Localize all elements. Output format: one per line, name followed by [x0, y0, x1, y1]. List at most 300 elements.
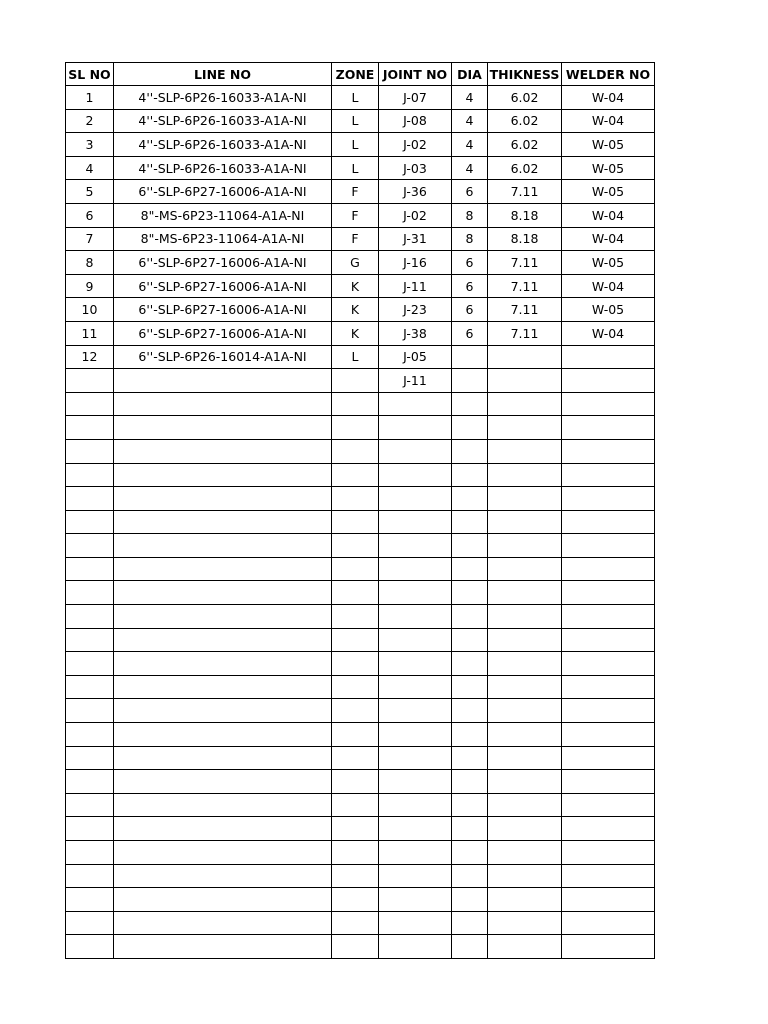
cell-thickness [488, 817, 562, 841]
table-row [66, 86, 655, 110]
cell-thickness: 7.11 [488, 251, 562, 275]
cell-welder-no: W-05 [562, 298, 655, 322]
cell-sl-no: 10 [66, 298, 114, 322]
cell-thickness [488, 581, 562, 605]
cell-joint-no: J-11 [379, 274, 452, 298]
cell-thickness [488, 439, 562, 463]
table-row [66, 133, 655, 157]
cell-welder-no [562, 581, 655, 605]
cell-dia [452, 864, 488, 888]
cell-zone [332, 487, 379, 511]
cell-joint-no: J-38 [379, 321, 452, 345]
cell-joint-no [379, 817, 452, 841]
table-row [66, 652, 655, 676]
cell-sl-no [66, 723, 114, 747]
cell-joint-no [379, 888, 452, 912]
cell-dia: 8 [452, 227, 488, 251]
cell-welder-no [562, 345, 655, 369]
cell-joint-no: J-07 [379, 86, 452, 110]
cell-zone [332, 935, 379, 959]
header-line-no: LINE NO [114, 63, 332, 86]
cell-zone: F [332, 203, 379, 227]
cell-joint-no [379, 746, 452, 770]
cell-sl-no [66, 392, 114, 416]
cell-zone [332, 369, 379, 393]
cell-thickness: 7.11 [488, 274, 562, 298]
cell-welder-no [562, 675, 655, 699]
cell-joint-no [379, 628, 452, 652]
cell-joint-no [379, 463, 452, 487]
cell-thickness [488, 888, 562, 912]
cell-thickness [488, 345, 562, 369]
cell-sl-no [66, 864, 114, 888]
cell-joint-no [379, 392, 452, 416]
cell-joint-no [379, 557, 452, 581]
cell-joint-no: J-36 [379, 180, 452, 204]
cell-welder-no [562, 463, 655, 487]
table-row [66, 723, 655, 747]
cell-sl-no [66, 770, 114, 794]
header-joint-no: JOINT NO [379, 63, 452, 86]
cell-sl-no [66, 369, 114, 393]
cell-thickness [488, 675, 562, 699]
cell-dia [452, 675, 488, 699]
cell-line-no [114, 770, 332, 794]
table-row [66, 463, 655, 487]
cell-zone: K [332, 321, 379, 345]
cell-zone: F [332, 227, 379, 251]
cell-welder-no [562, 888, 655, 912]
cell-dia [452, 628, 488, 652]
cell-sl-no [66, 841, 114, 865]
header-zone: ZONE [332, 63, 379, 86]
cell-thickness [488, 392, 562, 416]
cell-joint-no [379, 534, 452, 558]
cell-welder-no [562, 699, 655, 723]
cell-thickness [488, 605, 562, 629]
cell-sl-no [66, 888, 114, 912]
cell-zone: L [332, 133, 379, 157]
cell-sl-no: 12 [66, 345, 114, 369]
cell-zone: L [332, 156, 379, 180]
cell-line-no [114, 439, 332, 463]
cell-dia [452, 487, 488, 511]
cell-dia [452, 463, 488, 487]
cell-sl-no [66, 911, 114, 935]
cell-welder-no [562, 746, 655, 770]
table-row [66, 746, 655, 770]
cell-line-no [114, 557, 332, 581]
header-sl-no: SL NO [66, 63, 114, 86]
cell-thickness [488, 369, 562, 393]
cell-dia [452, 817, 488, 841]
cell-sl-no [66, 416, 114, 440]
cell-line-no: 6''-SLP-6P27-16006-A1A-NI [114, 298, 332, 322]
cell-joint-no: J-31 [379, 227, 452, 251]
cell-welder-no: W-04 [562, 227, 655, 251]
cell-welder-no: W-04 [562, 203, 655, 227]
welding-joint-table [65, 62, 655, 959]
cell-line-no: 6''-SLP-6P27-16006-A1A-NI [114, 274, 332, 298]
cell-dia [452, 652, 488, 676]
cell-dia: 6 [452, 251, 488, 275]
cell-zone [332, 605, 379, 629]
table-row [66, 251, 655, 275]
table-row [66, 841, 655, 865]
cell-sl-no [66, 557, 114, 581]
table-row [66, 227, 655, 251]
cell-sl-no: 2 [66, 109, 114, 133]
cell-joint-no: J-16 [379, 251, 452, 275]
cell-joint-no: J-08 [379, 109, 452, 133]
cell-line-no [114, 935, 332, 959]
cell-zone [332, 723, 379, 747]
cell-welder-no: W-04 [562, 321, 655, 345]
table-row [66, 605, 655, 629]
cell-dia [452, 935, 488, 959]
cell-line-no: 8"-MS-6P23-11064-A1A-NI [114, 203, 332, 227]
cell-welder-no: W-05 [562, 156, 655, 180]
cell-joint-no: J-02 [379, 133, 452, 157]
cell-thickness: 6.02 [488, 133, 562, 157]
cell-zone [332, 463, 379, 487]
cell-zone [332, 675, 379, 699]
cell-thickness [488, 841, 562, 865]
cell-welder-no [562, 439, 655, 463]
table-row [66, 180, 655, 204]
cell-zone: F [332, 180, 379, 204]
cell-thickness: 8.18 [488, 203, 562, 227]
cell-zone [332, 699, 379, 723]
cell-line-no: 8"-MS-6P23-11064-A1A-NI [114, 227, 332, 251]
cell-line-no: 4''-SLP-6P26-16033-A1A-NI [114, 133, 332, 157]
cell-thickness: 7.11 [488, 180, 562, 204]
table-row [66, 392, 655, 416]
cell-welder-no [562, 793, 655, 817]
cell-thickness: 7.11 [488, 298, 562, 322]
header-welder-no: WELDER NO [562, 63, 655, 86]
cell-dia [452, 723, 488, 747]
cell-zone [332, 746, 379, 770]
cell-thickness [488, 911, 562, 935]
table-row [66, 345, 655, 369]
cell-dia: 8 [452, 203, 488, 227]
table-row [66, 369, 655, 393]
cell-joint-no [379, 652, 452, 676]
table-row [66, 793, 655, 817]
cell-welder-no [562, 605, 655, 629]
table-header-row [66, 63, 655, 86]
cell-dia [452, 888, 488, 912]
cell-dia: 6 [452, 180, 488, 204]
table-row [66, 298, 655, 322]
cell-line-no [114, 911, 332, 935]
cell-thickness [488, 652, 562, 676]
cell-dia [452, 557, 488, 581]
cell-joint-no: J-03 [379, 156, 452, 180]
cell-joint-no [379, 416, 452, 440]
cell-zone [332, 581, 379, 605]
table-row [66, 935, 655, 959]
cell-dia [452, 793, 488, 817]
cell-dia: 4 [452, 133, 488, 157]
cell-sl-no [66, 605, 114, 629]
table-row [66, 203, 655, 227]
cell-line-no [114, 864, 332, 888]
cell-line-no: 4''-SLP-6P26-16033-A1A-NI [114, 109, 332, 133]
cell-welder-no [562, 652, 655, 676]
cell-sl-no [66, 652, 114, 676]
cell-joint-no [379, 439, 452, 463]
cell-zone: K [332, 298, 379, 322]
cell-thickness [488, 510, 562, 534]
cell-sl-no [66, 935, 114, 959]
table-row [66, 321, 655, 345]
cell-line-no [114, 699, 332, 723]
table-row [66, 534, 655, 558]
cell-joint-no: J-05 [379, 345, 452, 369]
cell-zone [332, 416, 379, 440]
cell-joint-no [379, 841, 452, 865]
table-row [66, 770, 655, 794]
table-row [66, 274, 655, 298]
cell-sl-no: 3 [66, 133, 114, 157]
cell-sl-no: 9 [66, 274, 114, 298]
cell-sl-no [66, 817, 114, 841]
cell-joint-no [379, 487, 452, 511]
cell-line-no [114, 888, 332, 912]
cell-zone [332, 439, 379, 463]
cell-zone [332, 841, 379, 865]
cell-thickness [488, 628, 562, 652]
cell-line-no: 6''-SLP-6P27-16006-A1A-NI [114, 180, 332, 204]
cell-sl-no: 5 [66, 180, 114, 204]
cell-sl-no [66, 439, 114, 463]
cell-sl-no: 11 [66, 321, 114, 345]
cell-joint-no [379, 723, 452, 747]
cell-welder-no [562, 911, 655, 935]
cell-joint-no [379, 770, 452, 794]
cell-sl-no: 8 [66, 251, 114, 275]
cell-welder-no [562, 628, 655, 652]
cell-thickness: 7.11 [488, 321, 562, 345]
cell-joint-no [379, 581, 452, 605]
cell-line-no [114, 675, 332, 699]
cell-dia [452, 911, 488, 935]
cell-sl-no [66, 699, 114, 723]
cell-zone [332, 557, 379, 581]
cell-welder-no: W-05 [562, 180, 655, 204]
cell-dia: 4 [452, 109, 488, 133]
cell-welder-no [562, 369, 655, 393]
cell-zone: K [332, 274, 379, 298]
cell-dia: 6 [452, 321, 488, 345]
cell-line-no [114, 487, 332, 511]
cell-joint-no [379, 793, 452, 817]
cell-joint-no: J-02 [379, 203, 452, 227]
cell-line-no [114, 534, 332, 558]
cell-sl-no [66, 793, 114, 817]
cell-thickness [488, 416, 562, 440]
cell-thickness [488, 463, 562, 487]
cell-dia [452, 392, 488, 416]
cell-sl-no [66, 463, 114, 487]
cell-welder-no: W-04 [562, 109, 655, 133]
cell-thickness [488, 935, 562, 959]
cell-thickness [488, 534, 562, 558]
cell-welder-no [562, 557, 655, 581]
cell-dia: 4 [452, 156, 488, 180]
cell-welder-no [562, 864, 655, 888]
cell-line-no [114, 723, 332, 747]
cell-sl-no [66, 534, 114, 558]
cell-line-no [114, 510, 332, 534]
table-row [66, 675, 655, 699]
cell-thickness [488, 793, 562, 817]
table-row [66, 416, 655, 440]
table-row [66, 156, 655, 180]
cell-joint-no [379, 510, 452, 534]
cell-joint-no [379, 699, 452, 723]
header-dia: DIA [452, 63, 488, 86]
cell-sl-no [66, 746, 114, 770]
table-row [66, 817, 655, 841]
cell-zone [332, 793, 379, 817]
cell-line-no [114, 581, 332, 605]
cell-welder-no: W-04 [562, 86, 655, 110]
cell-thickness [488, 699, 562, 723]
cell-thickness [488, 487, 562, 511]
cell-zone: L [332, 109, 379, 133]
table-row [66, 581, 655, 605]
cell-thickness: 8.18 [488, 227, 562, 251]
cell-line-no [114, 628, 332, 652]
cell-dia [452, 841, 488, 865]
cell-welder-no [562, 935, 655, 959]
cell-line-no [114, 793, 332, 817]
cell-line-no [114, 369, 332, 393]
cell-dia [452, 369, 488, 393]
cell-line-no: 4''-SLP-6P26-16033-A1A-NI [114, 86, 332, 110]
table-row [66, 510, 655, 534]
table-row [66, 888, 655, 912]
cell-thickness [488, 746, 562, 770]
cell-dia [452, 439, 488, 463]
cell-thickness: 6.02 [488, 86, 562, 110]
cell-line-no [114, 463, 332, 487]
table-row [66, 864, 655, 888]
table-row [66, 487, 655, 511]
cell-dia [452, 345, 488, 369]
table-row [66, 109, 655, 133]
cell-zone: L [332, 345, 379, 369]
cell-sl-no [66, 510, 114, 534]
cell-sl-no: 6 [66, 203, 114, 227]
cell-line-no: 4''-SLP-6P26-16033-A1A-NI [114, 156, 332, 180]
cell-zone [332, 817, 379, 841]
cell-dia: 6 [452, 298, 488, 322]
cell-line-no: 6''-SLP-6P27-16006-A1A-NI [114, 251, 332, 275]
cell-line-no [114, 392, 332, 416]
cell-line-no [114, 746, 332, 770]
cell-welder-no: W-05 [562, 133, 655, 157]
cell-welder-no [562, 817, 655, 841]
cell-zone: L [332, 86, 379, 110]
cell-sl-no [66, 487, 114, 511]
table-row [66, 911, 655, 935]
cell-zone [332, 392, 379, 416]
cell-thickness [488, 770, 562, 794]
cell-welder-no: W-04 [562, 274, 655, 298]
cell-welder-no [562, 416, 655, 440]
cell-thickness [488, 557, 562, 581]
cell-sl-no [66, 675, 114, 699]
cell-line-no: 6''-SLP-6P26-16014-A1A-NI [114, 345, 332, 369]
cell-dia [452, 699, 488, 723]
cell-thickness: 6.02 [488, 156, 562, 180]
cell-joint-no [379, 675, 452, 699]
cell-dia [452, 605, 488, 629]
table-row [66, 439, 655, 463]
cell-zone: G [332, 251, 379, 275]
cell-line-no [114, 841, 332, 865]
cell-joint-no: J-11 [379, 369, 452, 393]
cell-welder-no [562, 723, 655, 747]
cell-dia [452, 534, 488, 558]
table-row [66, 699, 655, 723]
cell-sl-no [66, 581, 114, 605]
header-thickness: THIKNESS [488, 63, 562, 86]
cell-zone [332, 510, 379, 534]
cell-dia [452, 510, 488, 534]
cell-zone [332, 534, 379, 558]
cell-welder-no [562, 534, 655, 558]
cell-welder-no [562, 770, 655, 794]
cell-sl-no: 7 [66, 227, 114, 251]
cell-dia [452, 770, 488, 794]
cell-thickness [488, 723, 562, 747]
cell-line-no [114, 605, 332, 629]
cell-zone [332, 628, 379, 652]
cell-welder-no: W-05 [562, 251, 655, 275]
cell-sl-no [66, 628, 114, 652]
cell-dia: 4 [452, 86, 488, 110]
cell-thickness [488, 864, 562, 888]
cell-dia: 6 [452, 274, 488, 298]
cell-joint-no [379, 935, 452, 959]
cell-dia [452, 416, 488, 440]
cell-line-no [114, 416, 332, 440]
cell-zone [332, 652, 379, 676]
cell-joint-no [379, 864, 452, 888]
cell-welder-no [562, 487, 655, 511]
cell-zone [332, 911, 379, 935]
cell-joint-no [379, 605, 452, 629]
table-body [66, 86, 655, 959]
cell-dia [452, 746, 488, 770]
cell-line-no [114, 652, 332, 676]
cell-line-no: 6''-SLP-6P27-16006-A1A-NI [114, 321, 332, 345]
cell-welder-no [562, 510, 655, 534]
cell-thickness: 6.02 [488, 109, 562, 133]
cell-line-no [114, 817, 332, 841]
cell-dia [452, 581, 488, 605]
cell-joint-no [379, 911, 452, 935]
cell-welder-no [562, 841, 655, 865]
cell-joint-no: J-23 [379, 298, 452, 322]
table-row [66, 628, 655, 652]
cell-zone [332, 770, 379, 794]
